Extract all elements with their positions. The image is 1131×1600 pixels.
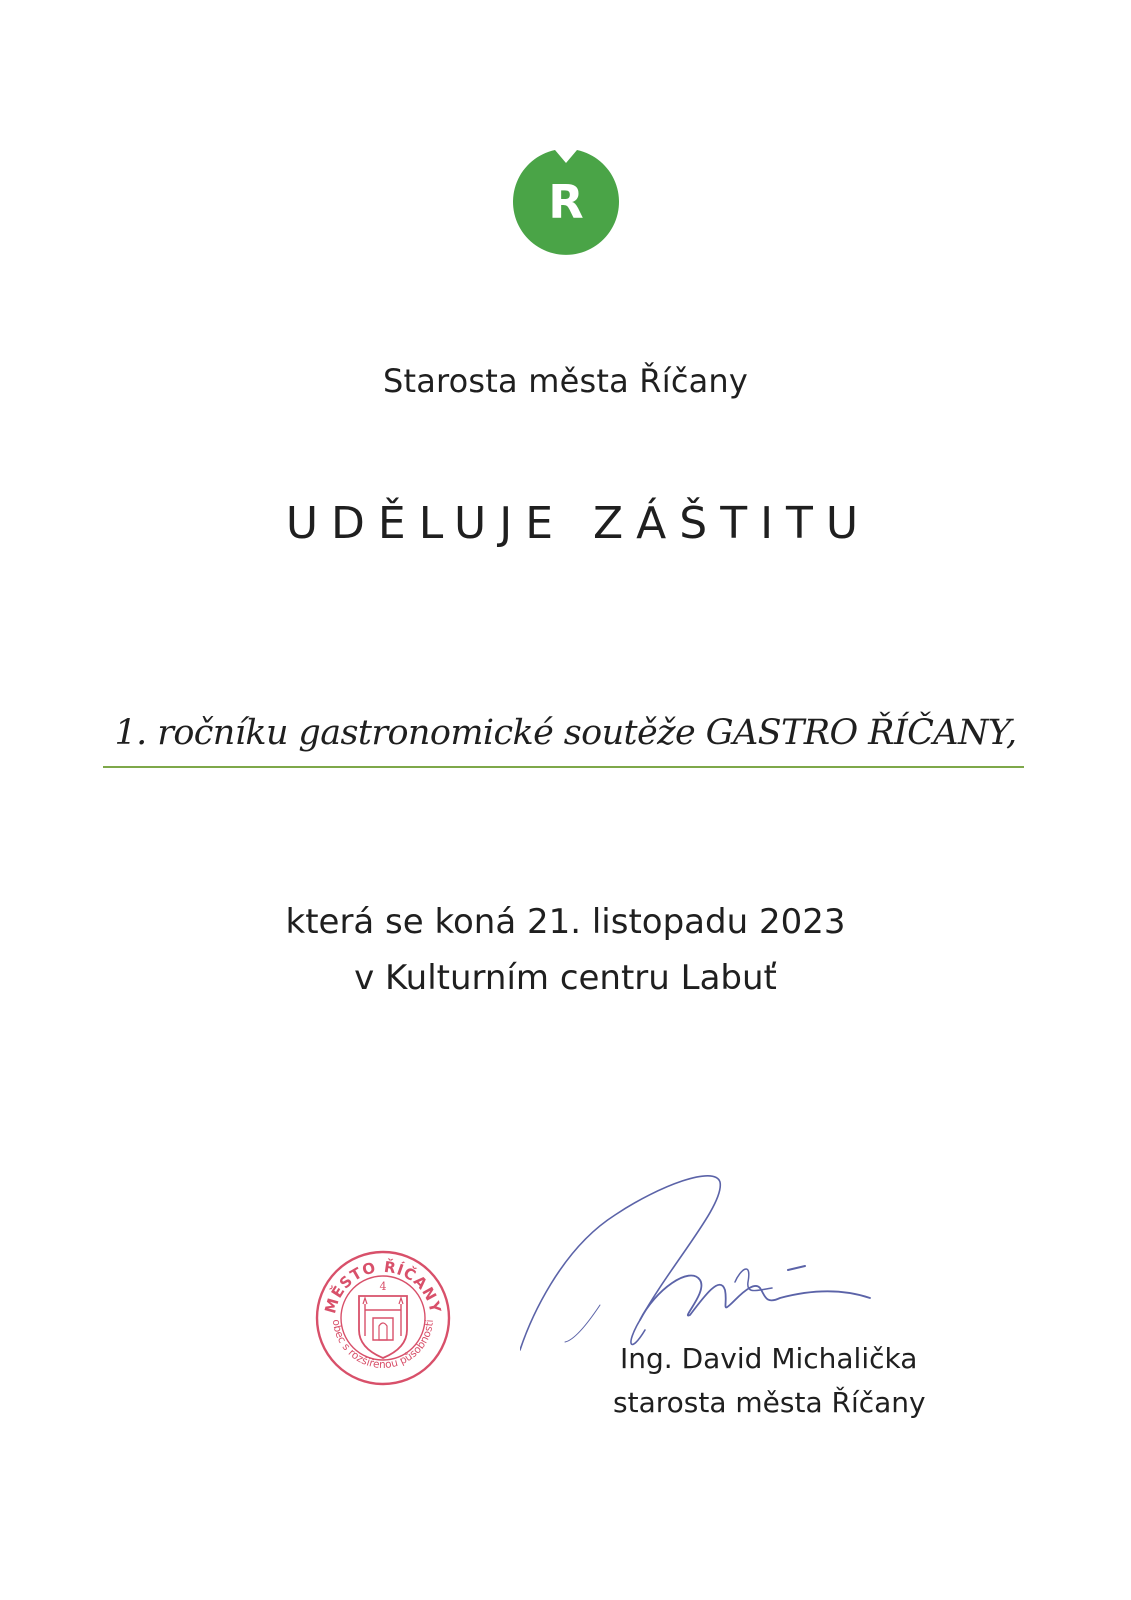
stamp-top-text: MĚSTO ŘÍČANY [321,1257,445,1316]
signer-role: starosta města Říčany [613,1386,926,1419]
svg-text:obec s rozšířenou působností [330,1318,436,1371]
city-logo-icon [511,147,621,257]
issuer-line: Starosta města Říčany [382,362,749,400]
signer-name: Ing. David Michalička [620,1342,918,1375]
event-underline [103,766,1024,768]
stamp-bottom-text: obec s rozšířenou působností [329,1318,436,1372]
event-title: 1. ročníku gastronomické soutěže GASTRO ŘÍČANY, [114,713,1017,753]
event-venue-line: v Kulturním centru Labuť [354,958,777,998]
official-seal-icon [313,1248,453,1388]
event-date-line: která se koná 21. listopadu 2023 [285,902,846,942]
logo-letter: R [548,175,584,229]
stamp-number: 4 [379,1280,387,1293]
page-title: UDĚLUJE ZÁŠTITU [285,498,872,549]
